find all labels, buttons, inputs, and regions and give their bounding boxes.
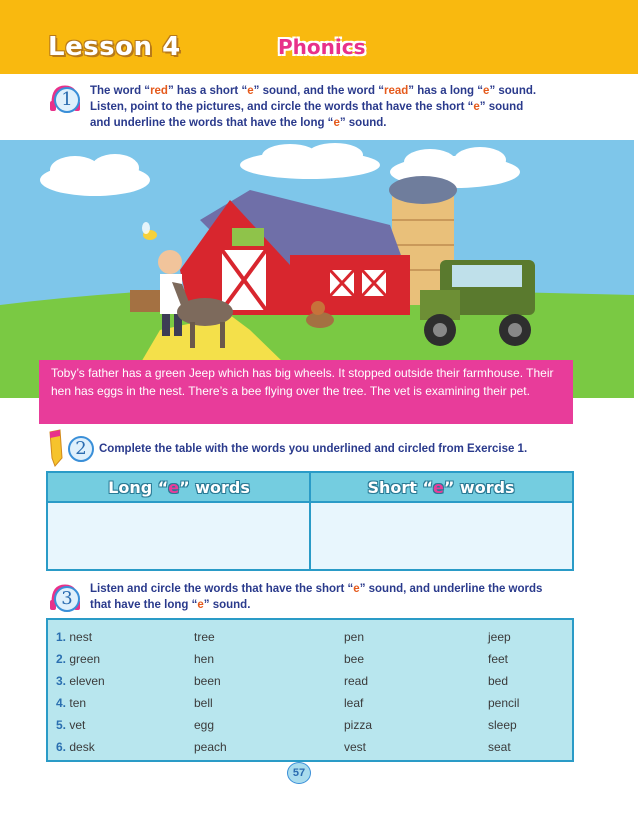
table-header-short: Short “e” words	[367, 478, 515, 497]
word[interactable]: tree	[194, 630, 215, 644]
lesson-header	[0, 0, 638, 74]
word[interactable]: green	[69, 652, 101, 666]
word[interactable]: read	[344, 674, 369, 688]
exercise-number: 1	[54, 87, 80, 113]
long-e-answer-cell[interactable]	[48, 505, 309, 569]
word[interactable]: egg	[194, 718, 215, 732]
exercise-2-badge	[62, 432, 96, 466]
instruction-line-1: Listen and circle the words that have the short “e” sound, and underline the words	[90, 583, 543, 595]
word[interactable]: eleven	[69, 674, 105, 688]
story-text-box: Toby’s father has a green Jeep which has big wheels. It stopped outside their farmhouse. Their hen has eggs in the nest. There’s a bee flying over the tree. The vet is examining their pet.	[39, 360, 573, 424]
instruction-line-3: and underline the words that have the long “e” sound.	[90, 117, 387, 129]
instruction-line-2: that have the long “e” sound.	[90, 599, 251, 611]
word[interactable]: peach	[194, 740, 227, 754]
instruction-line-1: The word “red” has a short “e” sound, and the word “read” has a long “e” sound.	[90, 85, 537, 97]
exercise-1-badge	[48, 83, 82, 117]
word[interactable]: vest	[344, 740, 367, 754]
word[interactable]: sleep	[488, 718, 517, 732]
instruction-line-2: Listen, point to the pictures, and circle the words that have the short “e” sound	[90, 101, 524, 113]
word[interactable]: pencil	[488, 696, 520, 710]
word[interactable]: nest	[69, 630, 93, 644]
word[interactable]: pizza	[344, 718, 373, 732]
word[interactable]: been	[194, 674, 221, 688]
word[interactable]: hen	[194, 652, 215, 666]
exercise-number: 3	[54, 586, 80, 612]
exercise-number: 2	[68, 436, 94, 462]
word[interactable]: pen	[344, 630, 365, 644]
word[interactable]: vet	[69, 718, 86, 732]
word[interactable]: leaf	[344, 696, 364, 710]
word[interactable]: bee	[344, 652, 365, 666]
short-e-answer-cell[interactable]	[311, 505, 572, 569]
section-title: Phonics	[278, 35, 366, 59]
page-number: 57	[287, 762, 311, 784]
word[interactable]: bell	[194, 696, 213, 710]
word-sort-table	[46, 471, 574, 571]
lesson-title: Lesson 4	[48, 32, 181, 62]
word[interactable]: feet	[488, 652, 509, 666]
exercise-1-instruction	[90, 83, 610, 131]
exercise-3-instruction	[90, 581, 590, 613]
word[interactable]: bed	[488, 674, 509, 688]
word[interactable]: jeep	[488, 630, 511, 644]
exercise-3-badge	[48, 582, 82, 616]
word-list-box: 1. nest tree pen jeep 2. green hen bee feet 3. eleven been read bed 4. ten bell leaf pencil 5. vet egg pizza sleep 6. desk peach vest seat	[46, 618, 574, 762]
word[interactable]: seat	[488, 740, 511, 754]
exercise-2-instruction: Complete the table with the words you underlined and circled from Exercise 1.	[99, 443, 528, 455]
word[interactable]: ten	[69, 696, 87, 710]
word[interactable]: desk	[69, 740, 95, 754]
table-header-long: Long “e” words	[108, 478, 250, 497]
